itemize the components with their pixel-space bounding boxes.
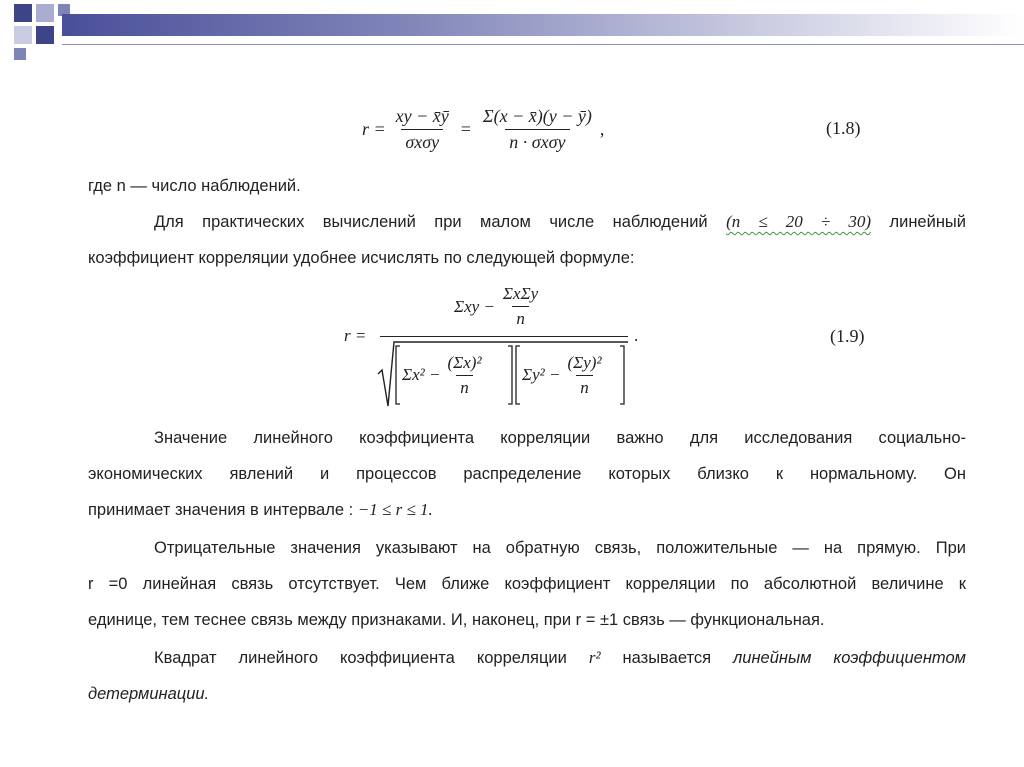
r-squared: r²	[588, 648, 601, 667]
paragraph-line: коэффициент корреляции удобнее исчислять по следующей формуле:	[88, 249, 635, 267]
header-divider	[62, 44, 1024, 45]
paragraph-text: принимает значения в интервале :	[88, 501, 354, 519]
paragraph-line	[88, 530, 966, 566]
paragraph-line: единице, тем теснее связь между признаками. И, наконец, при r = ±1 связь — функциональная.	[88, 611, 825, 629]
paragraph-line	[88, 492, 966, 528]
paragraph-line: r =0 линейная связь отсутствует. Чем ближе коэффициент корреляции по абсолютной величине к	[88, 575, 966, 593]
eq18-comma: ,	[599, 118, 605, 139]
eq18-num2: Σ(x − x̄)(y − ȳ)	[482, 105, 592, 126]
eq18-num1: xy − x̄ȳ	[395, 105, 449, 126]
paragraph-line	[88, 676, 966, 712]
paragraph-line	[88, 204, 966, 240]
paragraph-practical	[88, 204, 966, 276]
paragraph-negative-values	[88, 530, 966, 638]
eq19-num-a: Σxy −	[454, 296, 495, 316]
eq19-lhs: r =	[344, 326, 367, 345]
deco-square	[14, 48, 26, 60]
eq19-den-y-a: Σy² −	[522, 365, 561, 384]
interval-formula: −1 ≤ r ≤ 1.	[357, 500, 433, 519]
equation-number-1-8: (1.8)	[826, 118, 861, 138]
eq19-den-x-fraction	[443, 353, 485, 398]
eq19-den-x-num: (Σx)²	[447, 352, 482, 372]
paragraph-text: где n — число наблюдений.	[88, 177, 301, 195]
eq19-den-x	[402, 346, 486, 404]
condition-text: (n ≤ 20 ÷ 30)	[726, 212, 872, 231]
deco-square	[14, 4, 32, 22]
paragraph-line: экономических явлений и процессов распределение которых близко к нормальному. Он	[88, 465, 966, 483]
eq18-fraction-1	[392, 106, 453, 153]
deco-square	[36, 4, 54, 22]
eq19-num-frac-num: ΣxΣy	[502, 284, 539, 303]
eq18-fraction-2	[479, 106, 596, 153]
eq18-den2: n · σxσy	[505, 129, 569, 153]
eq19-period: .	[634, 326, 639, 345]
equation-1-8	[362, 94, 604, 164]
term-italic: детерминации.	[88, 685, 210, 703]
paragraph-linear-value	[88, 420, 966, 528]
header-gradient-bar	[62, 14, 1024, 36]
paragraph-line	[88, 420, 966, 456]
paragraph-text: Для практических вычислений при малом числе наблюдений	[154, 213, 708, 231]
eq19-den-y-fraction	[563, 353, 605, 398]
eq19-num-frac-den: n	[512, 306, 529, 329]
eq18-lhs: r =	[362, 118, 386, 139]
eq19-den-y-den: n	[576, 375, 593, 398]
eq19-den-x-a: Σx² −	[402, 365, 441, 384]
equation-1-9	[344, 284, 644, 414]
eq19-den-x-den: n	[456, 375, 473, 398]
paragraph-determination	[88, 640, 966, 712]
deco-square	[14, 26, 32, 44]
deco-square	[36, 26, 54, 44]
paragraph-where-n	[88, 168, 966, 204]
paragraph-text: Квадрат линейного коэффициента корреляции	[154, 649, 567, 667]
term-italic: линейным коэффициентом	[733, 649, 966, 667]
paragraph-text: Отрицательные значения указывают на обратную связь, положительные — на прямую. При	[154, 539, 966, 557]
equation-number-1-9: (1.9)	[830, 326, 865, 346]
eq18-den1: σxσy	[401, 129, 443, 153]
paragraph-line	[88, 640, 966, 676]
eq19-den-y	[522, 346, 606, 404]
eq19-den-y-num: (Σy)²	[567, 352, 602, 372]
paragraph-text: называется	[622, 649, 712, 667]
eq18-equals: =	[460, 118, 471, 139]
paragraph-text: Значение линейного коэффициента корреляции важно для исследования социально-	[154, 429, 966, 447]
paragraph-text: линейный	[889, 213, 967, 231]
